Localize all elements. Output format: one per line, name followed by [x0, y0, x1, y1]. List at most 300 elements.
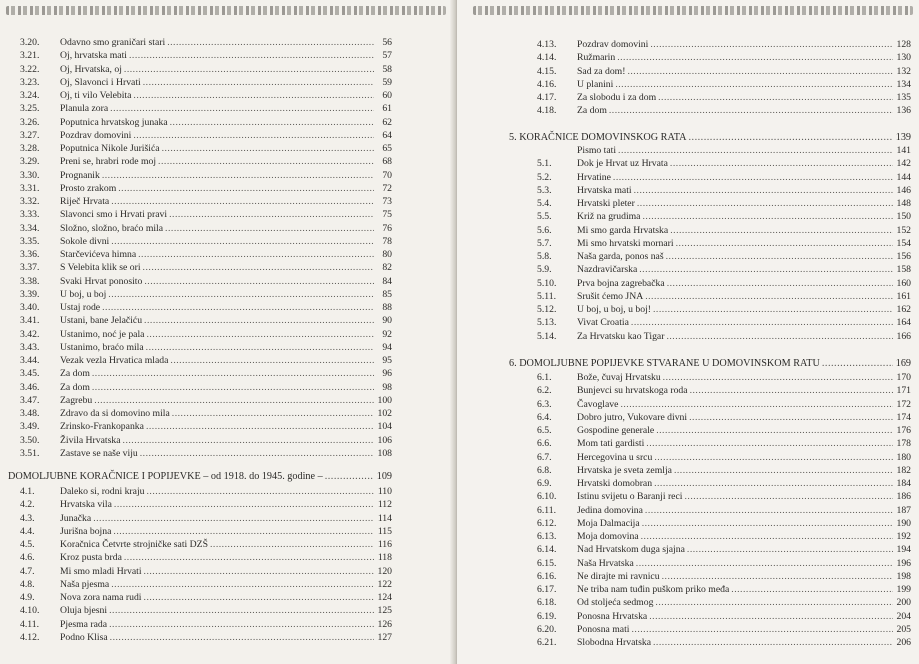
entry-number: 3.39. [20, 288, 40, 300]
entry-title: Čavoglave [577, 398, 619, 410]
entry-title: Daleko si, rodni kraju [60, 486, 145, 497]
dot-leader [642, 210, 893, 223]
entry-page-number: 85 [382, 288, 392, 300]
dot-leader [109, 618, 374, 631]
entry-title: U planini [577, 78, 614, 90]
toc-entry [537, 184, 911, 197]
entry-title: Za dom [60, 381, 90, 393]
entry-page-number: 171 [896, 385, 911, 397]
dot-leader [637, 197, 893, 210]
entry-number: 3.45. [20, 368, 40, 380]
entry-number: 4.11. [20, 618, 40, 630]
entry-number: 6.6. [537, 438, 552, 450]
entry-number: 4.7. [20, 565, 35, 577]
entry-page-number: 100 [377, 394, 392, 406]
toc-section-4 [20, 485, 392, 644]
dot-leader [169, 208, 374, 221]
dot-leader [325, 470, 374, 483]
dot-leader [146, 420, 374, 433]
entry-page-number: 126 [377, 618, 392, 630]
toc-entry [20, 169, 392, 182]
entry-title: Junačka [60, 512, 92, 524]
dot-leader [170, 116, 374, 129]
toc-entry [20, 89, 392, 102]
entry-title: Sad za dom! [577, 65, 626, 77]
entry-title: Vivat Croatia [577, 317, 629, 329]
entry-number: 3.30. [20, 169, 40, 181]
entry-number: 5.3. [537, 184, 552, 196]
dot-leader [210, 538, 374, 551]
entry-number: 3.42. [20, 328, 40, 340]
entry-number: 3.25. [20, 103, 40, 115]
dot-leader [162, 142, 374, 155]
dot-leader [124, 63, 374, 76]
entry-title: Sokole divni [60, 235, 110, 247]
entry-page-number: 176 [896, 425, 911, 436]
entry-page-number: 82 [382, 262, 392, 274]
entry-number: 4.2. [20, 499, 35, 511]
dot-leader [123, 434, 374, 447]
entry-number: 4.18. [537, 105, 557, 117]
entry-title: Križ na grudima [577, 211, 641, 223]
entry-page-number: 184 [896, 478, 911, 489]
entry-page-number: 116 [377, 539, 392, 550]
entry-title: Planula zora [60, 103, 109, 115]
entry-number: 6.2. [537, 385, 552, 397]
entry-title: Nazdravičarska [577, 264, 638, 276]
toc-entry [537, 157, 911, 170]
entry-page-number: 59 [382, 76, 392, 88]
entry-title: Starčevićeva himna [60, 249, 137, 260]
entry-number: 4.13. [537, 39, 557, 50]
entry-number: 6.17. [537, 584, 557, 595]
dot-leader [92, 381, 374, 394]
entry-page-number: 94 [382, 341, 392, 353]
entry-title: Zrinsko-Frankopanka [60, 421, 144, 433]
entry-number: 4.12. [20, 631, 40, 643]
dot-leader [646, 437, 893, 450]
entry-title: Pismo tati [577, 145, 617, 156]
entry-page-number: 164 [896, 317, 911, 329]
entry-page-number: 130 [896, 52, 911, 64]
dot-leader [641, 530, 893, 543]
entry-title: Podno Klisa [60, 631, 108, 643]
entry-page-number: 104 [377, 421, 392, 433]
entry-title: Prognanik [60, 169, 100, 181]
entry-number: 4.16. [537, 78, 557, 90]
entry-number: 6.13. [537, 531, 557, 542]
entry-number: 4.4. [20, 525, 35, 537]
entry-page-number: 160 [896, 277, 911, 289]
entry-number: 3.22. [20, 63, 40, 75]
entry-number: 3.28. [20, 143, 40, 154]
toc-entry [20, 49, 392, 62]
entry-title: Hrvatska vila [60, 499, 112, 511]
dot-leader [670, 157, 893, 170]
entry-number: 5.7. [537, 237, 552, 249]
entry-page-number: 206 [896, 637, 911, 648]
entry-number: 6.10. [537, 491, 557, 503]
entry-page-number: 127 [377, 631, 392, 643]
toc-entry [20, 142, 392, 155]
entry-title: Pozdrav domovini [577, 39, 649, 50]
entry-page-number: 62 [382, 116, 392, 128]
entry-number: 4.6. [20, 552, 35, 564]
entry-page-number: 76 [382, 222, 392, 234]
dot-leader [631, 316, 893, 329]
entry-title: Zagrebu [60, 394, 93, 406]
entry-page-number: 92 [382, 328, 392, 340]
entry-title: Jurišna bojna [60, 525, 112, 537]
dot-leader [146, 485, 374, 498]
dot-leader [118, 182, 374, 195]
entry-number: 6.20. [537, 623, 557, 635]
entry-page-number: 170 [896, 372, 911, 383]
entry-title: Za slobodu i za dom [577, 92, 657, 103]
entry-page-number: 110 [377, 486, 392, 497]
entry-title: Zastave se naše viju [60, 447, 138, 459]
entry-page-number: 120 [377, 565, 392, 577]
dot-leader [658, 91, 893, 104]
dot-leader [138, 248, 374, 261]
toc-entry [537, 610, 911, 623]
entry-page-number: 199 [896, 584, 911, 595]
entry-page-number: 114 [377, 512, 392, 524]
entry-title: Ustanimo, braćo mila [60, 341, 144, 353]
dot-leader [653, 636, 893, 649]
dot-leader [689, 411, 893, 424]
toc-entry [537, 197, 911, 210]
entry-number: 4.5. [20, 539, 35, 550]
toc-entry [537, 451, 911, 464]
entry-page-number: 124 [377, 592, 392, 603]
toc-entry [537, 277, 911, 290]
entry-number: 3.49. [20, 421, 40, 433]
entry-title: Hercegovina u srcu [577, 451, 653, 463]
toc-entry [20, 208, 392, 221]
toc-entry [537, 210, 911, 223]
toc-entry [20, 447, 392, 460]
dot-leader [609, 104, 893, 117]
entry-number: 5.14. [537, 330, 557, 342]
entry-number: 3.21. [20, 50, 40, 62]
entry-page-number: 112 [377, 499, 392, 511]
dot-leader [114, 498, 374, 511]
entry-page-number: 204 [896, 610, 911, 622]
entry-title: Prva bojna zagrebačka [577, 277, 665, 289]
dot-leader [649, 610, 893, 623]
entry-title: Naša pjesma [60, 578, 110, 590]
entry-title: Slobodna Hrvatska [577, 637, 651, 648]
entry-page-number: 156 [896, 251, 911, 262]
entry-page-number: 144 [896, 171, 911, 183]
dot-leader [165, 222, 374, 235]
toc-entry [20, 631, 392, 644]
dot-leader [143, 76, 374, 89]
toc-entry [20, 195, 392, 208]
entry-title: Mi smo mladi Hrvati [60, 565, 142, 577]
dot-leader [654, 451, 893, 464]
entry-page-number: 192 [896, 531, 911, 542]
entry-page-number: 64 [382, 129, 392, 141]
entry-number: 6.12. [537, 517, 557, 529]
dot-leader [144, 275, 374, 288]
entry-title: Oj, hrvatska mati [60, 50, 127, 62]
toc-entry [20, 102, 392, 115]
toc-entry [537, 583, 911, 596]
entry-page-number: 108 [377, 447, 392, 459]
entry-page-number: 122 [377, 578, 392, 590]
toc-entry [537, 104, 911, 117]
entry-title: Za dom [577, 105, 607, 117]
dot-leader [158, 155, 374, 168]
entry-page-number: 150 [896, 211, 911, 223]
entry-title: U boj, u boj, u boj! [577, 304, 651, 315]
dot-leader [731, 583, 893, 596]
toc-entry [20, 129, 392, 142]
dot-leader [653, 303, 893, 316]
entry-number: 3.23. [20, 76, 40, 88]
toc-entry [20, 381, 392, 394]
toc-entry [20, 538, 392, 551]
toc-entry [20, 420, 392, 433]
entry-title: Za Hrvatsku kao Tigar [577, 330, 665, 342]
toc-entry [20, 63, 392, 76]
entry-number: 6.3. [537, 398, 552, 410]
dot-leader [676, 237, 893, 250]
entry-page-number: 135 [896, 92, 911, 103]
entry-title: Hrvatski pleter [577, 198, 635, 209]
entry-title: Pozdrav domovini [60, 129, 132, 141]
entry-page-number: 154 [896, 237, 911, 249]
entry-page-number: 162 [896, 304, 911, 315]
entry-title: Koračnica Četvrte strojničke sati DZŠ [60, 539, 208, 550]
toc-section-5 [537, 144, 911, 343]
toc-entry [20, 512, 392, 525]
entry-number: 5.6. [537, 224, 552, 236]
entry-number: 3.47. [20, 394, 40, 406]
entry-page-number: 187 [896, 504, 911, 516]
right-page [457, 0, 919, 664]
entry-page-number: 72 [382, 182, 392, 194]
toc-entry [537, 303, 911, 316]
toc-chapter-6 [509, 357, 911, 370]
entry-title: Ustanimo, noć je pala [60, 328, 145, 340]
entry-title: Poputnica Nikole Jurišića [60, 143, 160, 154]
decorative-border [6, 6, 446, 15]
entry-title: Vezak vezla Hrvatica mlada [60, 355, 169, 366]
entry-page-number: 174 [896, 411, 911, 423]
entry-title: Oj, Hrvatska, oj [60, 63, 122, 75]
toc-entry [20, 116, 392, 129]
toc-section-3 [20, 36, 392, 460]
toc-entry [20, 314, 392, 327]
dot-leader [639, 263, 893, 276]
entry-number: 3.36. [20, 249, 40, 260]
entry-number: 5.2. [537, 171, 552, 183]
toc-entry [537, 224, 911, 237]
toc-entry [537, 316, 911, 329]
toc-entry [20, 591, 392, 604]
toc-entry [20, 367, 392, 380]
dot-leader [167, 36, 374, 49]
entry-title: Hrvatska je sveta zemlja [577, 464, 672, 476]
entry-page-number: 142 [896, 158, 911, 170]
entry-page-number: 134 [896, 78, 911, 90]
entry-title: Ne dirajte mi ravnicu [577, 570, 660, 582]
entry-title: Ponosna Hrvatska [577, 610, 648, 622]
toc-entry [20, 434, 392, 447]
entry-page-number: 56 [382, 37, 392, 48]
dot-leader [146, 328, 374, 341]
entry-number: 3.35. [20, 235, 40, 247]
entry-title: Bože, čuvaj Hrvatsku [577, 372, 661, 383]
entry-page-number: 68 [382, 156, 392, 168]
toc-entry [20, 525, 392, 538]
entry-page-number: 141 [896, 145, 911, 156]
entry-number: 6.7. [537, 451, 552, 463]
entry-title: Oj, Slavonci i Hrvati [60, 76, 141, 88]
entry-number: 3.51. [20, 447, 40, 459]
toc-entry [20, 36, 392, 49]
dot-leader [111, 195, 374, 208]
entry-number: 3.29. [20, 156, 40, 168]
dot-leader [656, 424, 893, 437]
toc-entry [537, 570, 911, 583]
toc-entry [20, 275, 392, 288]
dot-leader [144, 314, 374, 327]
entry-title: Zdravo da si domovino mila [60, 408, 170, 419]
toc-entry [20, 328, 392, 341]
entry-number: 4.17. [537, 92, 557, 103]
dot-leader [144, 591, 374, 604]
entry-number: 3.34. [20, 222, 40, 234]
toc-entry [20, 301, 392, 314]
entry-number: 3.50. [20, 434, 40, 446]
entry-title: Dobro jutro, Vukovare divni [577, 411, 688, 423]
dot-leader [92, 367, 374, 380]
entry-number: 6.9. [537, 478, 552, 489]
toc-entry [20, 551, 392, 564]
entry-title: Dok je Hrvat uz Hrvata [577, 158, 668, 170]
entry-number: 6.15. [537, 557, 557, 569]
entry-page-number: 57 [382, 50, 392, 62]
entry-number: 3.46. [20, 381, 40, 393]
entry-number: 3.26. [20, 116, 40, 128]
entry-number: 6.1. [537, 372, 552, 383]
toc-entry [537, 411, 911, 424]
entry-number: 4.8. [20, 578, 35, 590]
entry-title: Moja domovina [577, 531, 639, 542]
entry-title: Pjesma rada [60, 618, 108, 630]
dot-leader [642, 517, 893, 530]
toc-entry [537, 78, 911, 91]
entry-title: Mi smo garda Hrvatska [577, 224, 669, 236]
entry-page-number: 146 [896, 184, 911, 196]
dot-leader [615, 78, 893, 91]
toc-entry [20, 485, 392, 498]
dot-leader [654, 477, 893, 490]
entry-number: 6.8. [537, 464, 552, 476]
entry-number: 3.41. [20, 315, 40, 327]
entry-number: 5.9. [537, 264, 552, 276]
entry-page-number: 70 [382, 169, 392, 181]
entry-number: 3.24. [20, 90, 40, 101]
entry-page-number: 152 [896, 224, 911, 236]
entry-number: 6.5. [537, 425, 552, 436]
dot-leader [688, 131, 893, 144]
dot-leader [674, 464, 893, 477]
entry-number: 4.14. [537, 52, 557, 64]
entry-title: Mi smo hrvatski mornari [577, 237, 674, 249]
entry-title: Prosto zrakom [60, 182, 117, 194]
toc-chapter-4 [8, 470, 392, 483]
entry-page-number: 180 [896, 451, 911, 463]
entry-title: Hrvatine [577, 171, 611, 183]
entry-page-number: 78 [382, 235, 392, 247]
entry-number: 3.48. [20, 408, 40, 419]
entry-page-number: 106 [377, 434, 392, 446]
entry-page-number: 98 [382, 381, 392, 393]
toc-entry [20, 407, 392, 420]
entry-title: Mom tati gardisti [577, 438, 645, 450]
toc-entry [20, 604, 392, 617]
dot-leader [663, 371, 893, 384]
entry-page-number: 80 [382, 249, 392, 260]
dot-leader [129, 49, 374, 62]
dot-leader [650, 38, 893, 51]
entry-title: Ustaj rode [60, 302, 101, 313]
toc-entry [20, 288, 392, 301]
entry-number: 5.11. [537, 290, 557, 302]
dot-leader [666, 330, 893, 343]
entry-page-number: 84 [382, 275, 392, 287]
entry-number: 3.37. [20, 262, 40, 274]
entry-number: 6.14. [537, 544, 557, 556]
toc-entry [537, 371, 911, 384]
entry-page-number: 96 [382, 368, 392, 380]
entry-number: 3.44. [20, 355, 40, 366]
entry-page-number: 194 [896, 544, 911, 556]
toc-entry [537, 437, 911, 450]
entry-number: 5.10. [537, 277, 557, 289]
decorative-border [473, 6, 913, 15]
entry-number: 6.4. [537, 411, 552, 423]
entry-title: Za dom [60, 368, 90, 380]
toc-entry [20, 565, 392, 578]
entry-number: 3.32. [20, 196, 40, 207]
entry-title: U boj, u boj [60, 288, 107, 300]
toc-entry [537, 237, 911, 250]
entry-number: 6.19. [537, 610, 557, 622]
entry-title: Naša garda, ponos naš [577, 251, 664, 262]
entry-title: Hrvatski domobran [577, 478, 653, 489]
toc-entry [537, 51, 911, 64]
entry-page-number: 198 [896, 570, 911, 582]
toc-chapter-5 [509, 131, 911, 144]
dot-leader [170, 354, 374, 367]
entry-number: 6.21. [537, 637, 557, 648]
entry-title: S Velebita klik se ori [60, 262, 141, 274]
dot-leader [613, 171, 893, 184]
toc-entry [537, 91, 911, 104]
dot-leader [140, 447, 374, 460]
toc-entry [20, 498, 392, 511]
dot-leader [109, 604, 374, 617]
entry-title: Odavno smo graničari stari [60, 37, 166, 48]
entry-number: 6.11. [537, 504, 557, 516]
entry-title: Svaki Hrvat ponosito [60, 275, 143, 287]
